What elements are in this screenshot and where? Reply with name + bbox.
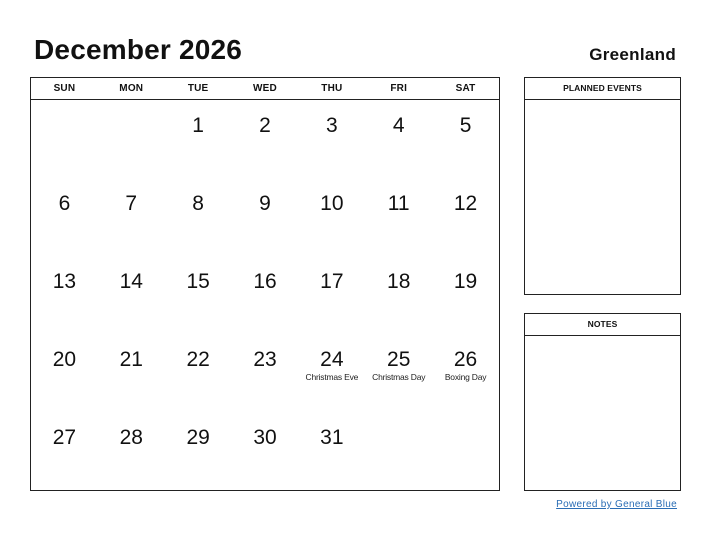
- day-number: 22: [186, 348, 210, 371]
- calendar-empty-cell: [365, 412, 432, 490]
- day-number: 30: [253, 426, 277, 449]
- weekday-header: FRI: [390, 83, 408, 94]
- day-number: 24: [320, 348, 344, 371]
- calendar-day-cell: [365, 334, 432, 412]
- day-number: 27: [52, 426, 77, 449]
- calendar-day-cell: [232, 100, 299, 178]
- day-number: 18: [387, 270, 411, 293]
- holiday-label: Christmas Day: [372, 372, 426, 382]
- calendar-day-cell: [432, 334, 499, 412]
- calendar-title: December 2026: [34, 34, 243, 65]
- calendar-day-cell: [232, 256, 299, 334]
- calendar-day-cell: [232, 412, 299, 490]
- calendar-day-cell: [165, 256, 232, 334]
- calendar-day-cell: [98, 334, 165, 412]
- day-number: 23: [253, 348, 277, 371]
- calendar-day-cell: [432, 178, 499, 256]
- planned-events-header: PLANNED EVENTS: [525, 78, 680, 100]
- month-calendar: [30, 77, 500, 491]
- calendar-empty-cell: [31, 100, 98, 178]
- calendar-day-cell: [165, 178, 232, 256]
- calendar-day-cell: [365, 256, 432, 334]
- calendar-day-cell: [31, 334, 98, 412]
- calendar-day-cell: [298, 256, 365, 334]
- day-number: 20: [52, 348, 77, 371]
- day-number: 3: [326, 114, 338, 137]
- calendar-day-cell: [298, 100, 365, 178]
- day-number: 25: [387, 348, 411, 371]
- planned-events-panel: [524, 77, 681, 295]
- calendar-day-cell: [298, 178, 365, 256]
- calendar-day-cell: [98, 178, 165, 256]
- calendar-day-cell: [165, 334, 232, 412]
- day-number: 2: [259, 114, 271, 137]
- day-number: 14: [119, 270, 143, 293]
- calendar-day-cell: [165, 412, 232, 490]
- calendar-day-cell: [98, 256, 165, 334]
- region-label: Greenland: [589, 45, 676, 64]
- weekday-header: THU: [321, 83, 343, 94]
- day-number: 9: [259, 192, 271, 215]
- calendar-empty-cell: [98, 100, 165, 178]
- calendar-week-row: [31, 412, 499, 490]
- calendar-empty-cell: [432, 412, 499, 490]
- day-number: 31: [320, 426, 344, 449]
- calendar-weeks: [31, 100, 499, 490]
- day-number: 6: [58, 192, 71, 215]
- calendar-day-cell: [298, 334, 365, 412]
- day-number: 7: [125, 192, 138, 215]
- day-number: 11: [387, 192, 410, 215]
- calendar-week-row: [31, 100, 499, 178]
- day-number: 13: [52, 270, 77, 293]
- day-number: 17: [320, 270, 344, 293]
- calendar-day-cell: [432, 100, 499, 178]
- holiday-label: Christmas Eve: [305, 372, 359, 382]
- calendar-day-cell: [232, 178, 299, 256]
- powered-by-link[interactable]: Powered by General Blue: [556, 499, 677, 510]
- weekday-header-row: [31, 78, 499, 100]
- weekday-header: MON: [119, 83, 144, 94]
- calendar-day-cell: [98, 412, 165, 490]
- day-number: 29: [186, 426, 210, 449]
- day-number: 12: [453, 192, 478, 215]
- day-number: 19: [453, 270, 478, 293]
- calendar-day-cell: [31, 256, 98, 334]
- day-number: 16: [253, 270, 277, 293]
- calendar-day-cell: [365, 100, 432, 178]
- weekday-header: WED: [253, 83, 277, 94]
- calendar-day-cell: [31, 412, 98, 490]
- holiday-label: Boxing Day: [444, 372, 487, 382]
- day-number: 8: [192, 192, 204, 215]
- calendar-day-cell: [432, 256, 499, 334]
- day-number: 1: [192, 114, 204, 137]
- calendar-week-row: [31, 178, 499, 256]
- calendar-day-cell: [365, 178, 432, 256]
- day-number: 4: [392, 114, 405, 137]
- day-number: 26: [453, 348, 478, 371]
- day-number: 10: [320, 192, 344, 215]
- calendar-day-cell: [165, 100, 232, 178]
- weekday-header: SAT: [455, 83, 476, 94]
- day-number: 5: [459, 114, 472, 137]
- calendar-week-row: [31, 334, 499, 412]
- weekday-header: SUN: [53, 83, 76, 94]
- calendar-week-row: [31, 256, 499, 334]
- calendar-day-cell: [31, 178, 98, 256]
- day-number: 15: [186, 270, 210, 293]
- day-number: 28: [119, 426, 143, 449]
- day-number: 21: [119, 348, 143, 371]
- calendar-day-cell: [298, 412, 365, 490]
- weekday-header: TUE: [187, 83, 209, 94]
- notes-panel: [524, 313, 681, 491]
- calendar-day-cell: [232, 334, 299, 412]
- notes-header: NOTES: [525, 314, 680, 336]
